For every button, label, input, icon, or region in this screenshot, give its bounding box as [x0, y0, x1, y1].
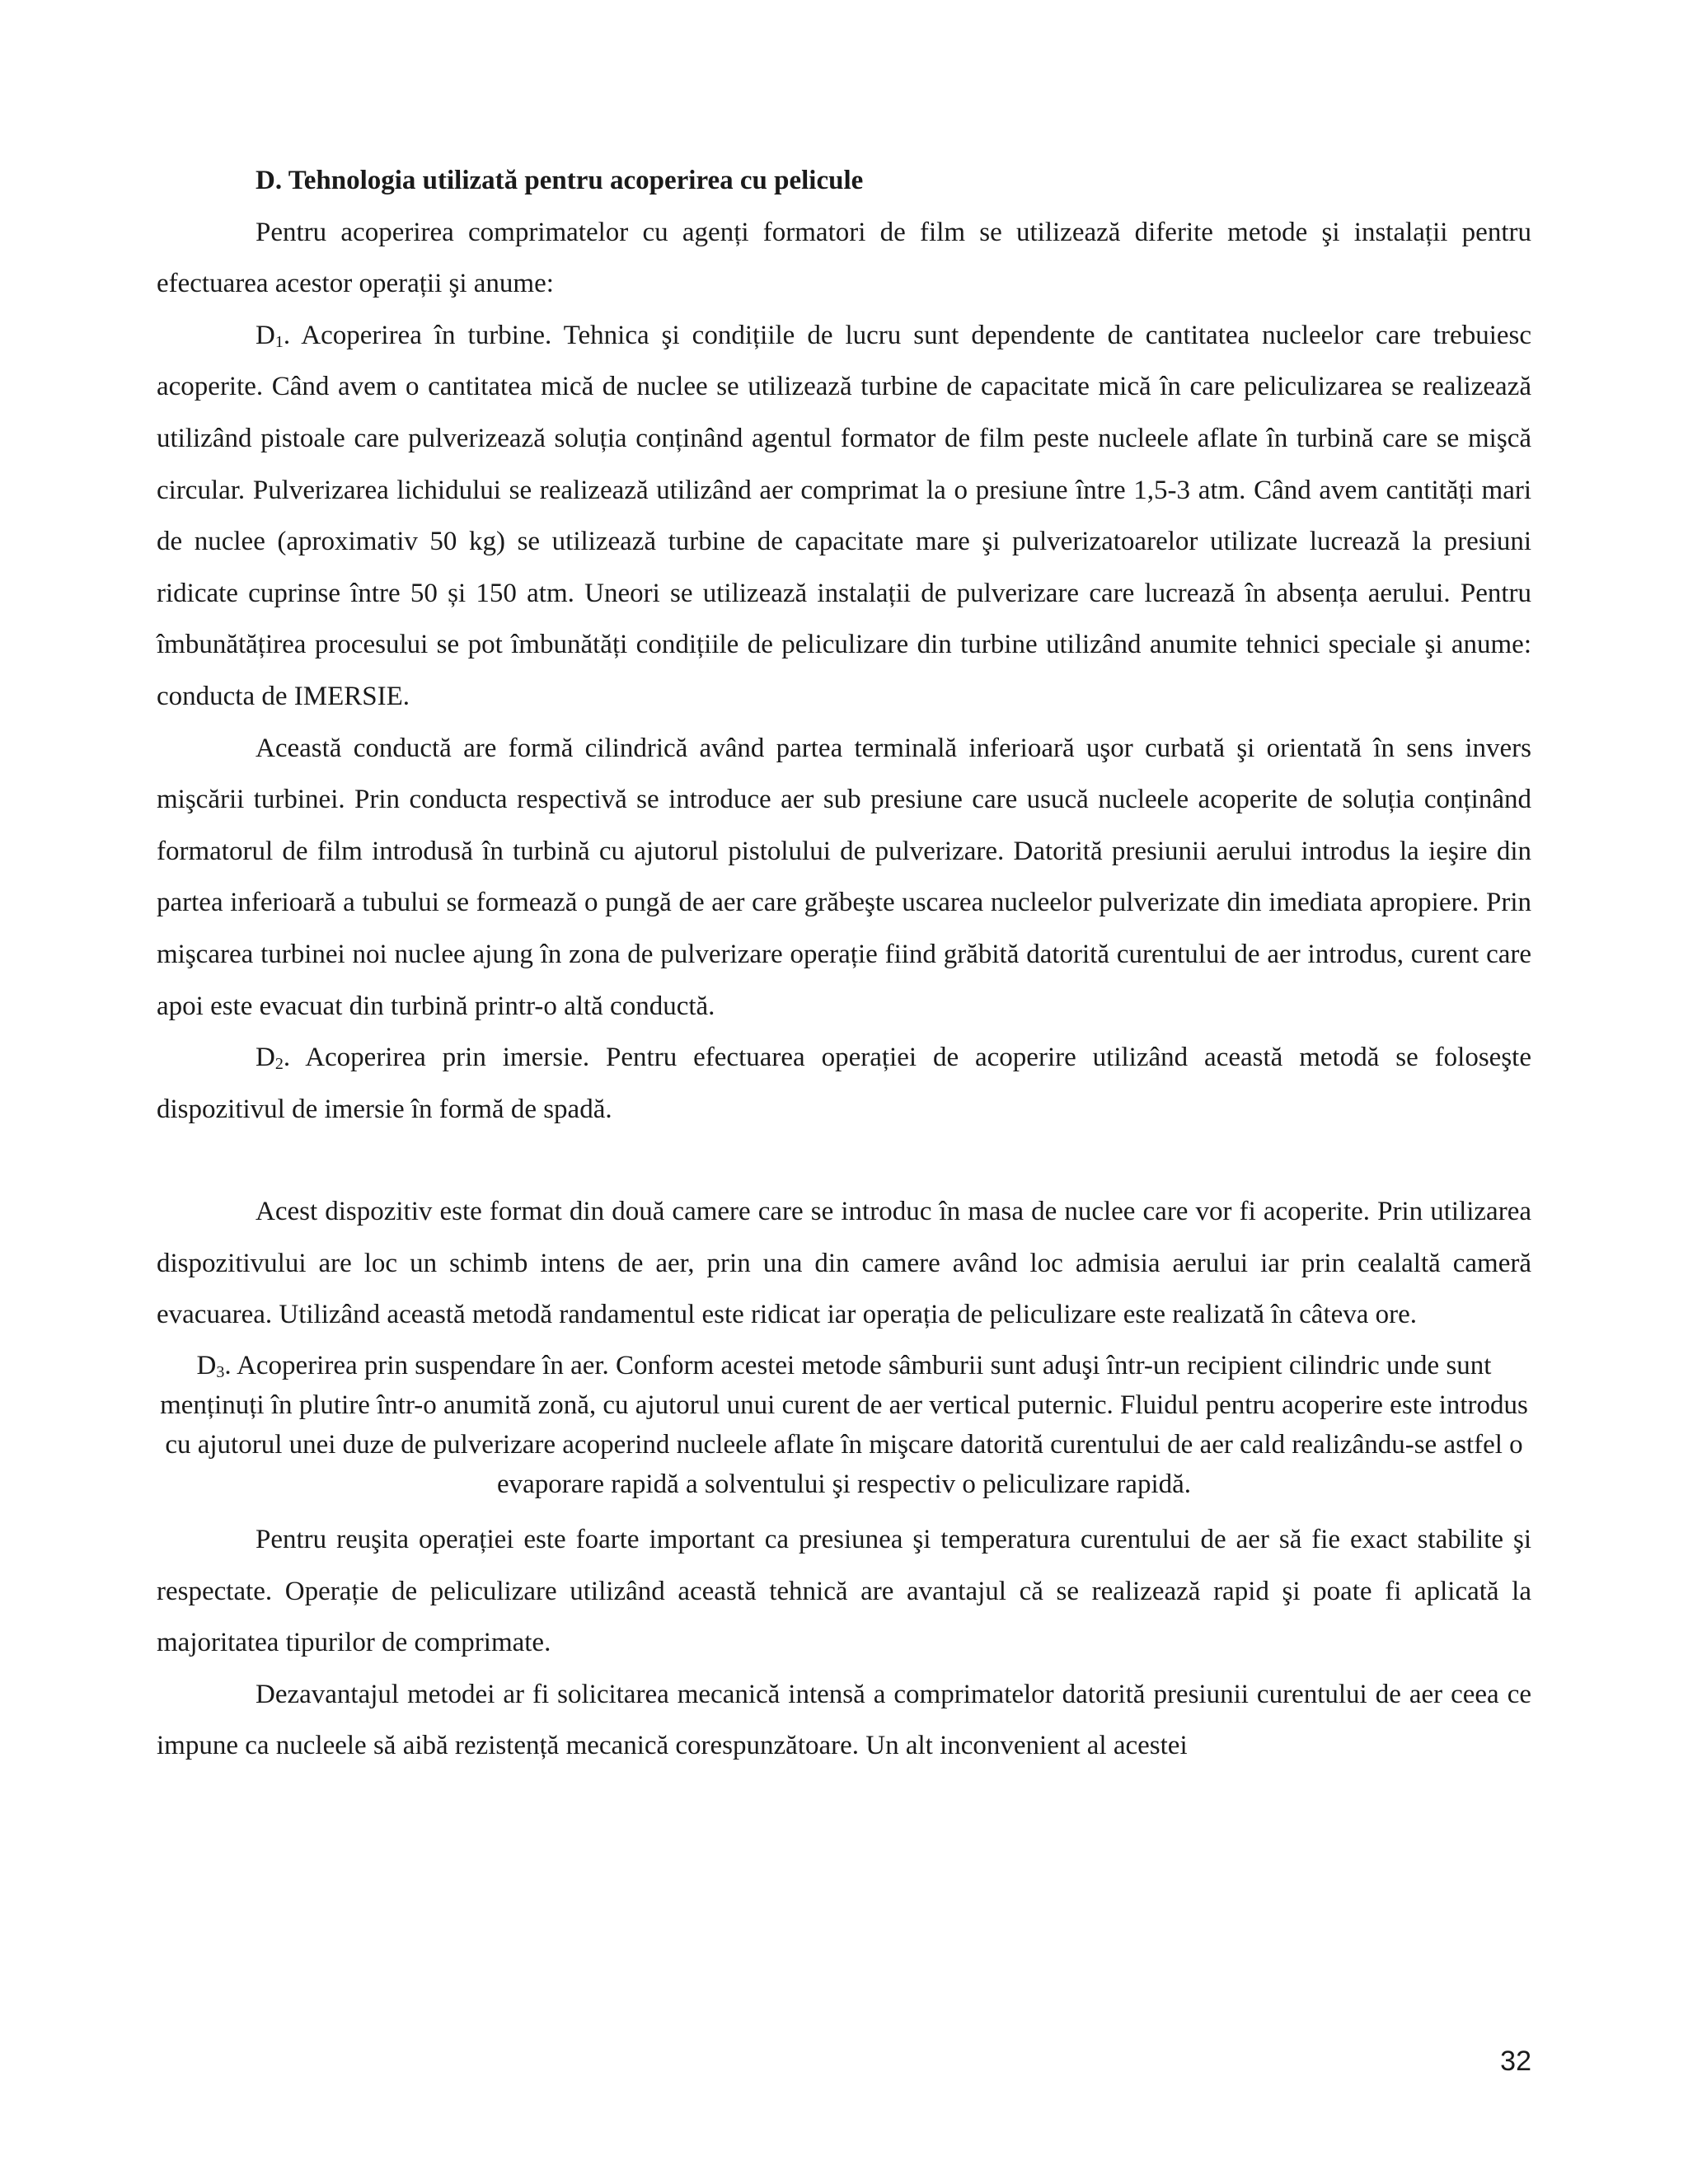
d2-text: . Acoperirea prin imersie. Pentru efectuarea operației de acoperire utilizând această metodă se foloseşte dispozitivul de imersie în formă de spadă. [157, 1043, 1531, 1124]
paragraph-intro: Pentru acoperirea comprimatelor cu agenți formatori de film se utilizează diferite metode şi instalații pentru efectuarea acestor operații şi anume: [157, 217, 1531, 299]
section-heading: D. Tehnologia utilizată pentru acoperirea cu pelicule [256, 166, 864, 195]
d1-text: . Acoperirea în turbine. Tehnica şi condițiile de lucru sunt dependente de cantitatea nucleelor care trebuiesc acoperite. Când avem o cantitatea mică de nuclee se utilizează turbine de capacitate mică în care peliculizarea se realizează utilizând pistoale care pulverizează soluția conținând agentul formator de film peste nucleele aflate în turbină care se mişcă circular. Pulverizarea lichidului se realizează utilizând aer comprimat la o presiune între 1,5-3 atm. Când avem cantități mari de nuclee (aproximativ 50 kg) se utilizează turbine de capacitate mare şi pulverizatoarelor utilizate lucrează la presiuni ridicate cuprinse între 50 și 150 atm. Uneori se utilizează instalații de pulverizare care lucrează în absența aerului. Pentru îmbunătățirea procesului se pot îmbunătăți condițiile de peliculizare din turbine utilizând anumite tehnici speciale şi anume: conducta de IMERSIE. [157, 320, 1531, 711]
d1-subscript: 1 [274, 332, 284, 351]
d3-subscript: 3 [216, 1363, 225, 1382]
d3-label: D [196, 1351, 217, 1381]
paragraph-dispozitiv: Acest dispozitiv este format din două camere care se introduc în masa de nuclee care vor fi acoperite. Prin utilizarea dispozitivului are loc un schimb intens de aer, prin una din camere având loc admisia aerului iar prin cealaltă cameră evacuarea. Utilizând această metodă randamentul este ridicat iar operația de peliculizare este realizată în câteva ore. [157, 1197, 1531, 1330]
paragraph-d2-imersie [157, 1032, 1531, 1135]
paragraph-d3-suspendare [157, 1346, 1531, 1504]
paragraph-reusita: Pentru reuşita operației este foarte important ca presiunea şi temperatura curentului de aer să fie exact stabilite şi respectate. Operație de peliculizare utilizând această tehnică are avantajul că se realizează rapid şi poate fi aplicată la majoritatea tipurilor de comprimate. [157, 1525, 1531, 1658]
paragraph-dezavantaj: Dezavantajul metodei ar fi solicitarea mecanică intensă a comprimatelor datorită presiunii curentului de aer ceea ce impune ca nucleele să aibă rezistență mecanică corespunzătoare. Un alt inconvenient al acestei [157, 1679, 1531, 1761]
page-number: 32 [1500, 2046, 1531, 2077]
d2-subscript: 2 [274, 1055, 284, 1074]
d1-label: D [256, 320, 275, 350]
d3-text: . Acoperirea prin suspendare în aer. Conform acestei metode sâmburii sunt aduşi într-un recipient cilindric unde sunt menținuți în plutire într-o anumită zonă, cu ajutorul unui curent de aer vertical puternic. Fluidul pentru acoperire este introdus cu ajutorul unei duze de pulverizare acoperind nucleele aflate în mişcare datorită curentului de aer cald realizându-se astfel o evaporare rapidă a solventului şi respectiv o peliculizare rapidă. [160, 1351, 1528, 1500]
blank-gap [157, 1135, 1531, 1186]
d2-label: D [256, 1043, 275, 1073]
document-page [157, 155, 1531, 1772]
paragraph-d1-turbine [157, 310, 1531, 723]
paragraph-conducta: Această conductă are formă cilindrică având partea terminală inferioară uşor curbată şi orientată în sens invers mişcării turbinei. Prin conducta respectivă se introduce aer sub presiune care usucă nucleele acoperite de soluția conținând formatorul de film introdusă în turbină cu ajutorul pistolului de pulverizare. Datorită presiunii aerului introdus la ieşire din partea inferioară a tubului se formează o pungă de aer care grăbeşte uscarea nucleelor pulverizate din imediata apropiere. Prin mişcarea turbinei noi nuclee ajung în zona de pulverizare operație fiind grăbită datorită curentului de aer introdus, curent care apoi este evacuat din turbină printr-o altă conductă. [157, 733, 1531, 1021]
